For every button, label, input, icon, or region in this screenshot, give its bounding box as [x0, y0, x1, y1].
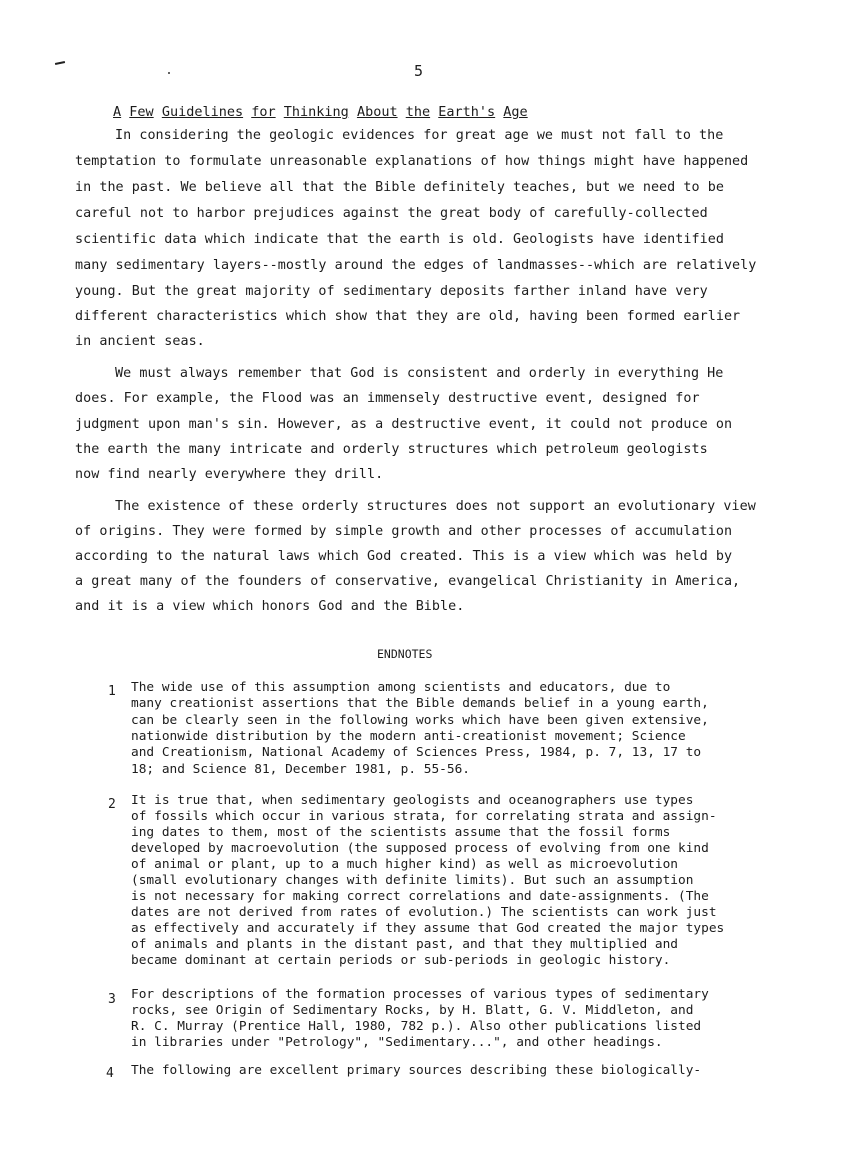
endnote-line: (small evolutionary changes with definite limits). But such an assumption [131, 873, 694, 888]
paragraph-line: The existence of these orderly structures does not support an evolutionary view [115, 499, 756, 514]
endnote-line: It is true that, when sedimentary geologists and oceanographers use types [131, 793, 694, 808]
endnote-line: developed by macroevolution (the supposed process of evolving from one kind [131, 841, 709, 856]
endnote-number: 2 [108, 797, 116, 812]
heading-word: Thinking [283, 104, 349, 120]
paragraph-line: careful not to harbor prejudices against the great body of carefully-collected [75, 206, 708, 221]
endnote-line: 18; and Science 81, December 1981, p. 55-56. [131, 762, 470, 777]
endnote-line: many creationist assertions that the Bible demands belief in a young earth, [131, 696, 709, 711]
endnote-line: can be clearly seen in the following works which have been given extensive, [131, 713, 709, 728]
endnote-line: of animals and plants in the distant past, and that they multiplied and [131, 937, 679, 952]
paragraph-line: in ancient seas. [75, 334, 205, 349]
endnote-line: and Creationism, National Academy of Sciences Press, 1984, p. 7, 13, 17 to [131, 745, 702, 760]
endnote-line: The wide use of this assumption among scientists and educators, due to [131, 680, 671, 695]
endnote-line: in libraries under "Petrology", "Sedimentary...", and other headings. [131, 1035, 663, 1050]
heading-word: Few [129, 104, 154, 120]
endnote-line: of fossils which occur in various strata, for correlating strata and assign- [131, 809, 717, 824]
endnote-line: became dominant at certain periods or sub-periods in geologic history. [131, 953, 671, 968]
paragraph-line: according to the natural laws which God created. This is a view which was held by [75, 549, 733, 564]
endnote-line: ing dates to them, most of the scientists assume that the fossil forms [131, 825, 671, 840]
endnote-number: 4 [106, 1066, 114, 1081]
endnote-line: rocks, see Origin of Sedimentary Rocks, by H. Blatt, G. V. Middleton, and [131, 1003, 694, 1018]
endnote-line: of animal or plant, up to a much higher kind) as well as microevolution [131, 857, 679, 872]
paragraph-line: different characteristics which show that they are old, having been formed earlier [75, 309, 741, 324]
paragraph-line: In considering the geologic evidences for great age we must not fall to the [115, 128, 724, 143]
paragraph-line: young. But the great majority of sedimentary deposits farther inland have very [75, 284, 708, 299]
paragraph-line: many sedimentary layers--mostly around the edges of landmasses--which are relatively [75, 258, 757, 273]
paragraph-line: judgment upon man's sin. However, as a destructive event, it could not produce on [75, 417, 733, 432]
pen-mark [55, 61, 65, 65]
endnote-line: is not necessary for making correct correlations and date-assignments. (The [131, 889, 709, 904]
heading-word: About [356, 104, 398, 120]
heading-word: Earth's [438, 104, 496, 120]
page-number: 5 [414, 62, 424, 80]
paragraph-line: and it is a view which honors God and the Bible. [75, 599, 465, 614]
endnotes-title: ENDNOTES [377, 647, 433, 661]
section-heading [113, 104, 528, 120]
endnote-line: dates are not derived from rates of evolution.) The scientists can work just [131, 905, 717, 920]
endnote-line: as effectively and accurately if they assume that God created the major types [131, 921, 725, 936]
paragraph-line: temptation to formulate unreasonable explanations of how things might have happened [75, 154, 749, 169]
heading-word: Guidelines [161, 104, 244, 120]
heading-word: Age [503, 104, 528, 120]
paragraph-line: does. For example, the Flood was an immensely destructive event, designed for [75, 391, 700, 406]
heading-word: A [113, 104, 122, 120]
endnote-line: The following are excellent primary sources describing these biologically- [131, 1063, 702, 1078]
paragraph-line: a great many of the founders of conservative, evangelical Christianity in America, [75, 574, 741, 589]
heading-word: the [405, 104, 431, 120]
endnote-number: 1 [108, 684, 116, 699]
speck-mark [168, 72, 170, 74]
paragraph-line: We must always remember that God is consistent and orderly in everything He [115, 366, 724, 381]
endnote-line: For descriptions of the formation processes of various types of sedimentary [131, 987, 709, 1002]
paragraph-line: now find nearly everywhere they drill. [75, 467, 384, 482]
paragraph-line: the earth the many intricate and orderly structures which petroleum geologists [75, 442, 708, 457]
endnote-line: nationwide distribution by the modern anti-creationist movement; Science [131, 729, 686, 744]
paragraph-line: scientific data which indicate that the earth is old. Geologists have identified [75, 232, 724, 247]
endnote-line: R. C. Murray (Prentice Hall, 1980, 782 p.). Also other publications listed [131, 1019, 702, 1034]
paragraph-line: of origins. They were formed by simple growth and other processes of accumulation [75, 524, 733, 539]
heading-word: for [251, 104, 276, 120]
paragraph-line: in the past. We believe all that the Bible definitely teaches, but we need to be [75, 180, 724, 195]
endnote-number: 3 [108, 992, 116, 1007]
